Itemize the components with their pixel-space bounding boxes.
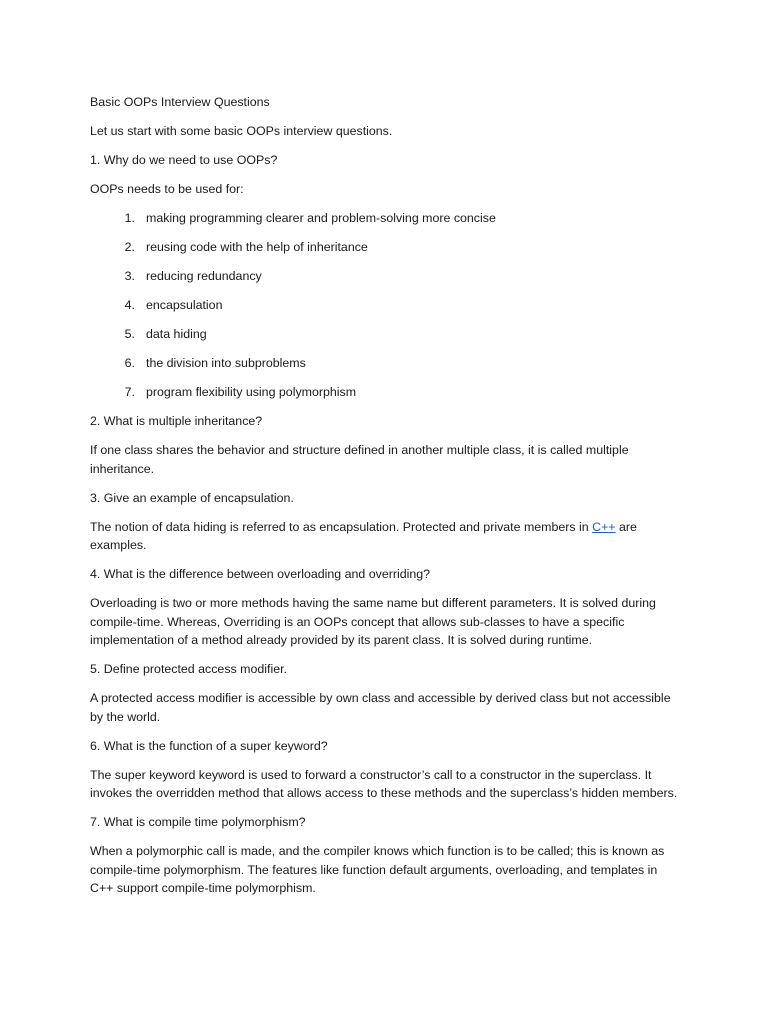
answer-3 [90,518,680,555]
list-item [90,209,680,228]
question-7: 7. What is compile time polymorphism? [90,815,306,829]
list-item [90,238,680,257]
answer-1-lead: OOPs needs to be used for: [90,182,244,196]
question-2: 2. What is multiple inheritance? [90,414,263,428]
list-item-text: reducing redundancy [146,269,262,283]
question-3: 3. Give an example of encapsulation. [90,490,294,505]
list-item [90,354,680,373]
list-item-number: 3. [124,269,135,283]
list-item-number: 7. [124,385,135,399]
list-item-number: 2. [124,240,135,254]
question-1: 1. Why do we need to use OOPs? [90,153,278,167]
list-item [90,325,680,344]
answer-1-list [90,209,680,402]
list-item-number: 4. [124,298,135,312]
list-item-text: data hiding [146,327,207,341]
list-item-text: the division into subproblems [146,356,306,370]
list-item-number: 5. [124,327,135,341]
list-item-number: 6. [124,356,135,370]
answer-4: Overloading is two or more methods having the same name but different parameters. It is solved during compile-time. Whereas, Overriding is an OOPs concept that allows sub-classes to have a specific implementation of a method already provided by its parent class. It is solved during runtime. [90,596,656,647]
answer-2: If one class shares the behavior and structure defined in another multiple class, it is called multiple inheritance. [90,443,629,476]
list-item-text: reusing code with the help of inheritance [146,240,368,254]
list-item-text: program flexibility using polymorphism [146,385,357,399]
list-item [90,267,680,286]
document-title: Basic OOPs Interview Questions [90,95,270,109]
list-item [90,383,680,402]
list-item [90,296,680,315]
cpp-link[interactable]: C++ [592,519,616,534]
question-4: 4. What is the difference between overloading and overriding? [90,567,431,581]
document-page [90,93,680,908]
question-5: 5. Define protected access modifier. [90,662,287,676]
question-6: 6. What is the function of a super keyword? [90,738,328,753]
answer-7: When a polymorphic call is made, and the compiler knows which function is to be called; this is known as compile-time polymorphism. The features like function default arguments, overloading, and templates in C++ support compile-time polymorphism. [90,844,665,895]
list-item-number: 1. [124,211,135,225]
answer-3-text-before: The notion of data hiding is referred to as encapsulation. Protected and private members in [90,519,593,534]
answer-6: The super keyword keyword is used to forward a constructor’s call to a constructor in the superclass. It invokes the overridden method that allows access to these methods and the superclass’s hidden members. [90,767,678,800]
answer-5: A protected access modifier is accessible by own class and accessible by derived class but not accessible by the world. [90,691,671,724]
intro-paragraph: Let us start with some basic OOPs interview questions. [90,124,393,138]
list-item-text: encapsulation [146,298,223,312]
list-item-text: making programming clearer and problem-solving more concise [146,211,496,225]
answer-3-text-after: are examples. [90,519,637,552]
